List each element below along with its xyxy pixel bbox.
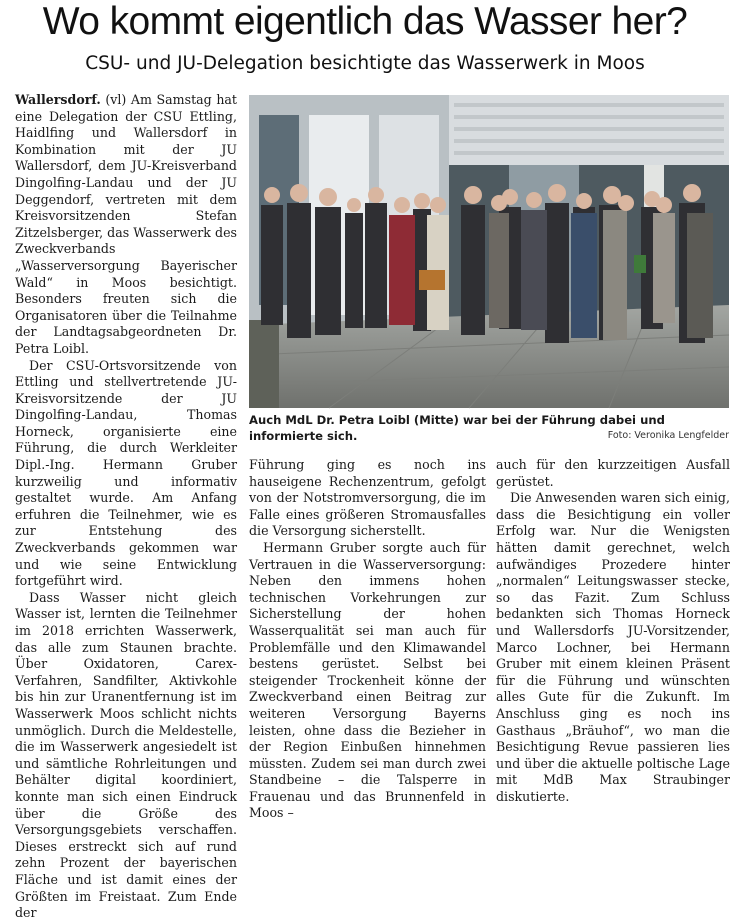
paragraph: Dass Wasser nicht gleich Wasser ist, lernten die Teilnehmer im 2018 errichten Wasserwerk, das alle zum Staunen brachte. Über Oxidatoren, Carex-Verfahren, Sandfilter, Aktivkohle bis hin zur Uranentfernung ist im Wasserwerk Moos schlicht nichts unmöglich. Durch die Meldestelle, die im Wasserwerk angesiedelt ist und sämtliche Rohrleitungen und Behälter digital koordiniert, konnte man sich einen Eindruck über die Größe des Versorgungsgebiets verschaffen. Dieses erstreckt sich auf rund zehn Prozent der bayerischen Fläche und ist damit eines der Größten im Freistaat. Zum Ende der (15, 589, 237, 921)
dateline: Wallersdorf. (15, 92, 101, 107)
paragraph: auch für den kurzzeitigen Ausfall gerüstet. (496, 457, 730, 489)
paragraph: Die Anwesenden waren sich einig, dass die Besichtigung ein voller Erfolg war. Nur die Wenigsten hätten damit gerechnet, welch aufwändiges Prozedere hinter „normalen“ Leitungswasser stecke, so das Fazit. Zum Schluss bedankten sich Thomas Horneck und Wallersdorfs JU-Vorsitzender, Marco Lochner, bei Hermann Gruber mit einem kleinen Präsent für die Führung und wünschten alles Gute für die Zukunft. Im Anschluss ging es noch ins Gasthaus „Bräuhof“, wo man die Besichtigung Revue passieren lies und über die aktuelle poltische Lage mit MdB Max Straubinger diskutierte. (496, 490, 730, 804)
subheadline: CSU- und JU-Delegation besichtigte das Wasserwerk in Moos (85, 53, 645, 74)
photo-caption: Auch MdL Dr. Petra Loibl (Mitte) war bei der Führung dabei und informierte sich. (249, 413, 665, 443)
paragraph (15, 92, 237, 358)
group-photo-illustration (249, 95, 729, 408)
paragraph: Hermann Gruber sorgte auch für Vertrauen in die Wasserversorgung: Neben den immens hohen technischen Vorkehrungen zur Sicherstellung der hohen Wasserqualität sei man auch für Problemfälle und den Klimawandel bestens gerüstet. Selbst bei steigender Trockenheit könne der Zweckverband einen Beitrag zur weiteren Versorgung Bayerns leisten, ohne dass die Bezieher in der Region Einbußen hinnehmen müssten. Zudem sei man durch zwei Standbeine – die Talsperre in Frauenau und das Brunnenfeld in Moos – (249, 539, 486, 821)
paragraph: Führung ging es noch ins hauseigene Rechenzentrum, gefolgt von der Notstromversorgung, die im Falle eines größeren Stromausfalles die Versorgung sicherstellt. (249, 457, 486, 539)
text-column-2 (249, 457, 486, 821)
paragraph-text: (vl) Am Samstag hat eine Delegation der CSU Ettling, Haidlfing und Wallersdorf in Kombination mit der JU Wallersdorf, dem JU-Kreisverband Dingolfing-Landau und der JU Deggendorf, vertreten mit dem Kreisvorsitzenden Stefan Zitzelsberger, das Wasserwerk des Zweckverbands „Wasserversorgung Bayerischer Wald“ in Moos besichtigt. Besonders freuten sich die Organisatoren über die Teilnahme der Landtagsabgeordneten Dr. Petra Loibl. (15, 92, 237, 356)
text-column-3 (496, 457, 730, 804)
text-column-1 (15, 92, 237, 921)
group-photo (249, 95, 729, 408)
paragraph: Der CSU-Ortsvorsitzende von Ettling und stellvertretende JU-Kreisvorsitzende der JU Dingolfing-Landau, Thomas Horneck, organisierte eine Führung, die durch Werkleiter Dipl.-Ing. Hermann Gruber kurzweilig und informativ gestaltet wurde. Am Anfang erfuhren die Teilnehmer, wie es zur Entstehung des Zweckverbands gekommen war und wie seine Entwicklung fortgeführt wird. (15, 357, 237, 589)
headline: Wo kommt eigentlich das Wasser her? (42, 0, 688, 43)
photo-credit: Foto: Veronika Lengfelder (607, 430, 729, 441)
